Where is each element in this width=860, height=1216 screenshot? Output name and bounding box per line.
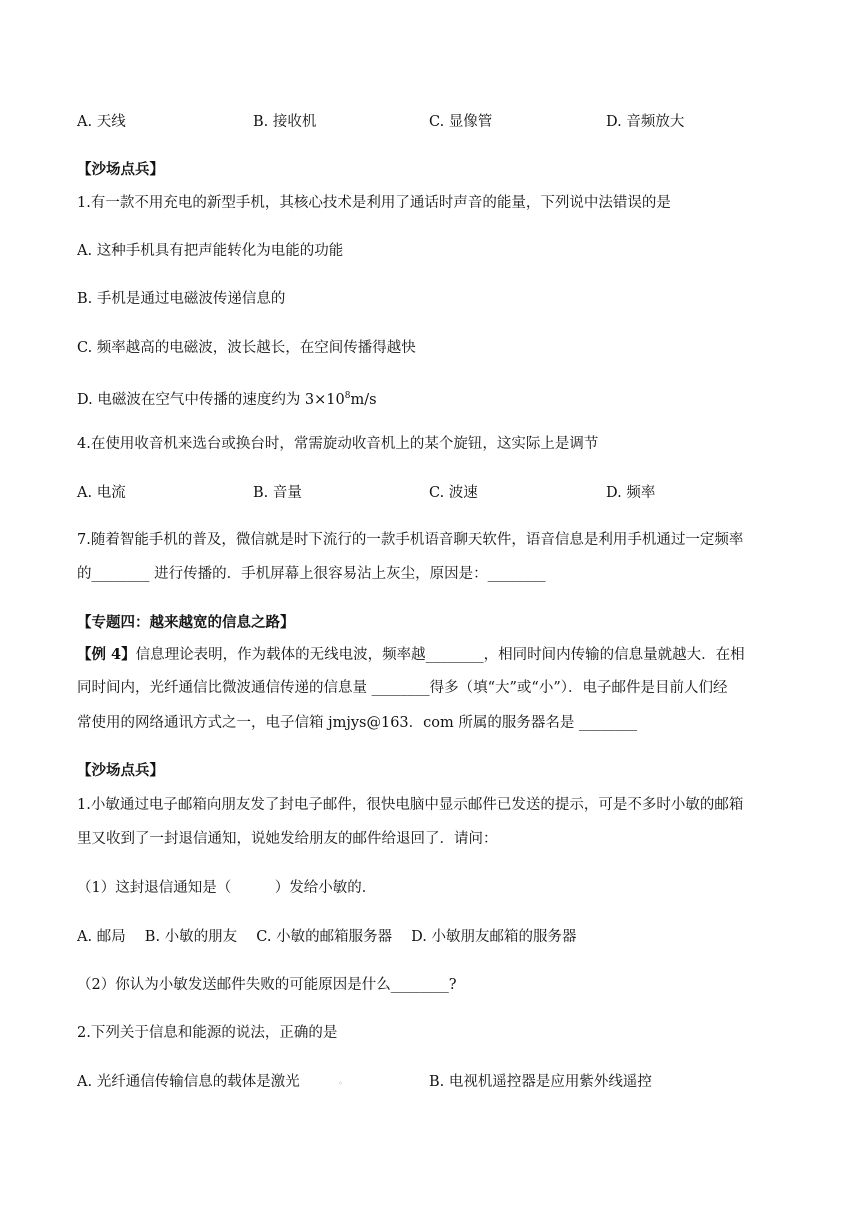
question-stem: 4.在使用收音机来选台或换台时，常需旋动收音机上的某个旋钮，这实际上是调节 [77,436,599,452]
question-stem-cont: 里又收到了一封退信通知，说她发给朋友的邮件给退回了．请问： [77,831,498,847]
question-stem: 2.下列关于信息和能源的说法，正确的是 [77,1025,338,1041]
question-stem: 1.小敏通过电子邮箱向朋友发了封电子邮件，很快电脑中显示邮件已发送的提示，可是不多时小敏的邮箱 [77,797,744,813]
option-c: C. 波速 [429,485,478,501]
option-a: A. 这种手机具有把声能转化为电能的功能 [77,243,344,259]
example-text: 信息理论表明，作为载体的无线电波，频率越________，相同时间内传输的信息量就越大．在相 [135,647,745,663]
sub-question: （2）你认为小敏发送邮件失败的可能原因是什么________? [77,977,457,993]
exponent: 8 [344,391,351,401]
example-line: 常使用的网络通讯方式之一，电子信箱 jmjys@163．com 所属的服务器名是 ________ [77,715,637,731]
example-line: 同时间内，光纤通信比微波通信传递的信息量 ________得多（填“大”或“小”）．电子邮件是目前人们经 [77,680,728,696]
option-d: D. 音频放大 [606,114,685,130]
example-label: 【例 4】 [77,646,136,663]
dot-mark: ◦ [338,1079,343,1088]
option-b: B. 手机是通过电磁波传递信息的 [77,291,286,307]
section-header: 【沙场点兵】 [77,762,164,779]
sub-question-options: A. 邮局 B. 小敏的朋友 C. 小敏的邮箱服务器 D. 小敏朋友邮箱的服务器 [77,929,577,945]
option-d: D. 频率 [606,485,656,501]
option-b: B. 音量 [253,485,302,501]
sub-question: （1）这封退信通知是（ ）发给小敏的． [77,880,377,896]
option-a: A. 光纤通信传输信息的载体是激光 [77,1074,300,1090]
option-c: C. 显像管 [429,114,493,130]
option-b: B. 接收机 [253,114,317,130]
example-line [77,645,745,665]
section-header: 【沙场点兵】 [77,161,164,178]
option-a: A. 天线 [77,114,126,130]
question-stem: 7.随着智能手机的普及，微信就是时下流行的一款手机语音聊天软件，语音信息是利用手机通过一定频率 [77,532,744,548]
option-b: B. 电视机遥控器是应用紫外线遥控 [429,1074,652,1090]
option-d-text: D. 电磁波在空气中传播的速度约为 3×10 [77,391,345,408]
unit: m/s [350,391,377,408]
option-a: A. 电流 [77,485,126,501]
option-d [77,386,377,410]
topic-header: 【专题四：越来越宽的信息之路】 [77,614,295,631]
question-stem: 1.有一款不用充电的新型手机，其核心技术是利用了通话时声音的能量，下列说中法错误的是 [77,195,671,211]
option-c: C. 频率越高的电磁波，波长越长，在空间传播得越快 [77,340,416,356]
question-stem-cont: 的________ 进行传播的．手机屏幕上很容易沾上灰尘，原因是：________ [77,566,546,582]
